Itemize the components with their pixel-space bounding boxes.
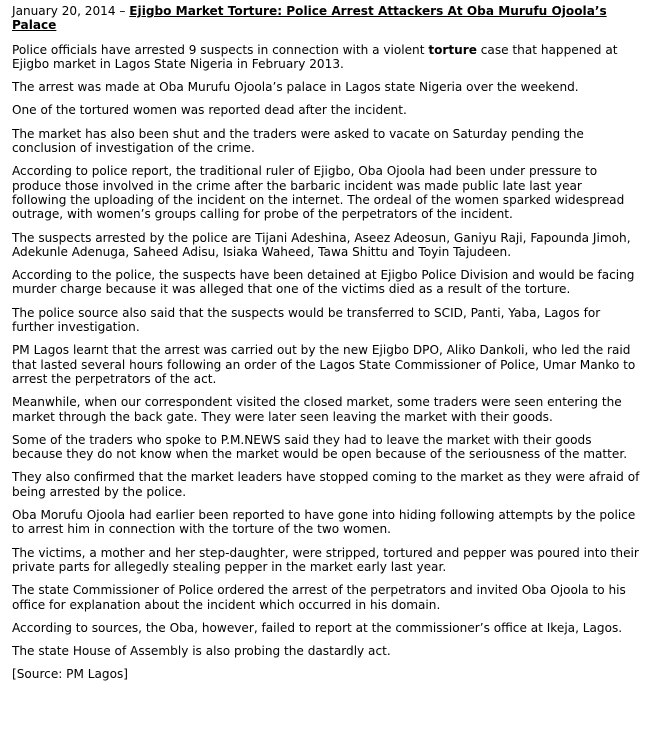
lead-text-before: Police officials have arrested 9 suspects in connection with a violent	[12, 42, 429, 57]
paragraph-commissioner-order: The state Commissioner of Police ordered the arrest of the perpetrators and invited Oba Ojoola to his office for explanation about the incident which occurred in his domain.	[12, 583, 626, 612]
paragraph-dpo-raid: PM Lagos learnt that the arrest was carried out by the new Ejigbo DPO, Aliko Dankoli, who led the raid that lasted several hours following an order of the Lagos State Commissioner of Police, Umar Manko to arrest the perpetrators of the act.	[12, 343, 636, 386]
paragraph-victims: The victims, a mother and her step-daughter, were stripped, tortured and pepper was poured into their private parts for allegedly stealing pepper in the market early last year.	[12, 545, 639, 574]
source-credit: [Source: PM Lagos]	[12, 667, 128, 682]
paragraph-traders-quote: Some of the traders who spoke to P.M.NEWS said they had to leave the market with their goods because they do not know when the market would be open because of the seriousness of the matter.	[12, 432, 628, 462]
article-title-link[interactable]: Ejigbo Market Torture: Police Arrest Attackers At Oba Murufu Ojoola’s Palace	[12, 4, 607, 33]
paragraph-house-assembly: The state House of Assembly is also probing the dastardly act.	[12, 644, 391, 659]
paragraph-market-shut: The market has also been shut and the traders were asked to vacate on Saturday pending the conclusion of investigation of the crime.	[12, 126, 584, 156]
paragraph-police-report: According to police report, the traditional ruler of Ejigbo, Oba Ojoola had been under pressure to produce those involved in the crime after the barbaric incident was made public late last year following the uploading of the incident on the internet. The ordeal of the women sparked widespread outrage, with women’s groups calling for probe of the perpetrators of the incident.	[12, 164, 625, 222]
article-headline	[12, 4, 640, 33]
paragraph-closed-market: Meanwhile, when our correspondent visited the closed market, some traders were seen entering the market through the back gate. They were later seen leaving the market with their goods.	[12, 395, 622, 424]
paragraph-arrest-location: The arrest was made at Oba Murufu Ojoola’s palace in Lagos state Nigeria over the weekend.	[12, 80, 579, 95]
lead-keyword: torture	[428, 42, 477, 57]
lead-paragraph	[12, 43, 640, 72]
paragraph-scid-transfer: The police source also said that the suspects would be transferred to SCID, Panti, Yaba, Lagos for further investigation.	[12, 305, 601, 335]
headline-separator: –	[115, 4, 130, 18]
paragraph-suspects-list: The suspects arrested by the police are Tijani Adeshina, Aseez Adeosun, Ganiyu Raji, Fapounda Jimoh, Adekunle Adenuga, Saheed Adisu, Isiaka Waheed, Tawa Shittu and Toyin Tajudeen.	[12, 230, 631, 259]
paragraph-woman-dead: One of the tortured women was reported dead after the incident.	[12, 103, 407, 118]
paragraph-market-leaders: They also confirmed that the market leaders have stopped coming to the market as they were afraid of being arrested by the police.	[12, 470, 640, 499]
article-date: January 20, 2014	[12, 4, 116, 18]
paragraph-oba-hiding: Oba Morufu Ojoola had earlier been reported to have gone into hiding following attempts by the police to arrest him in connection with the torture of the two women.	[12, 508, 636, 537]
lead-text-after: case that happened at Ejigbo market in Lagos State Nigeria in February 2013.	[12, 42, 618, 71]
paragraph-oba-failed-report: According to sources, the Oba, however, failed to report at the commissioner’s office at Ikeja, Lagos.	[12, 620, 623, 635]
paragraph-murder-charge: According to the police, the suspects have been detained at Ejigbo Police Division and would be facing murder charge because it was alleged that one of the victims died as a result of the torture.	[12, 268, 635, 297]
